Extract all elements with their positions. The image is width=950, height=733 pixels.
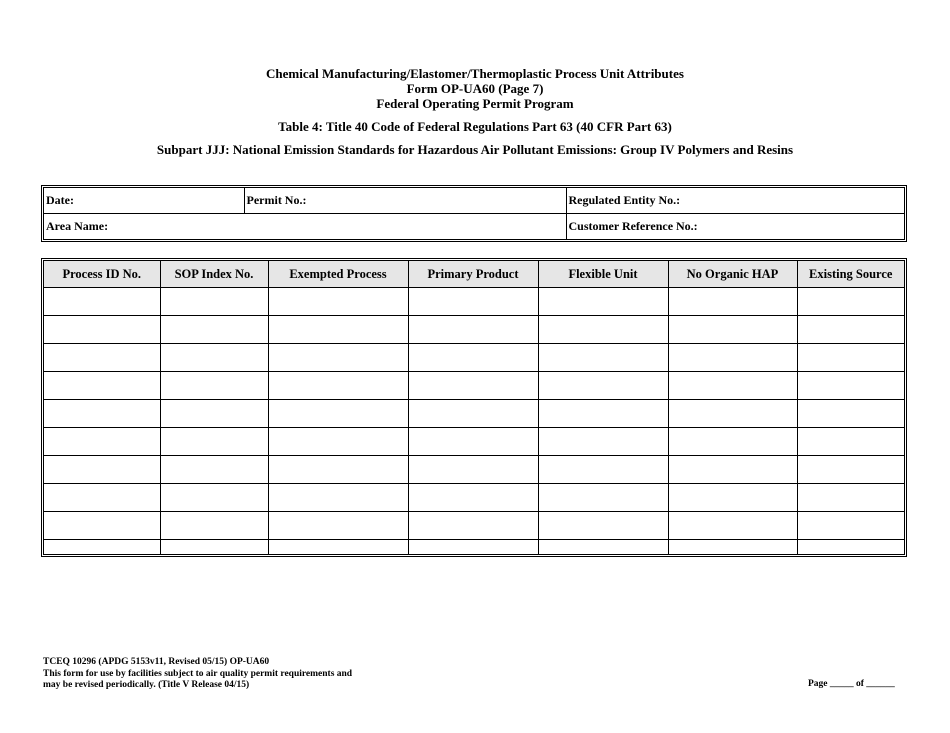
- attributes-table-box: [41, 258, 907, 557]
- column-header: Primary Product: [408, 261, 538, 288]
- table-row: [44, 456, 904, 484]
- table-cell[interactable]: [160, 288, 268, 316]
- column-header: Process ID No.: [44, 261, 160, 288]
- subpart-title: Subpart JJJ: National Emission Standards for Hazardous Air Pollutant Emissions: Group IV Polymers and Resins: [156, 142, 794, 157]
- table-cell[interactable]: [160, 344, 268, 372]
- table-row: [44, 484, 904, 512]
- permit-info-box: [41, 185, 907, 242]
- table-cell[interactable]: [268, 428, 408, 456]
- table-cell[interactable]: [268, 372, 408, 400]
- table-cell[interactable]: [668, 344, 797, 372]
- info-row-1: [44, 188, 904, 214]
- table-cell[interactable]: [160, 484, 268, 512]
- table-cell[interactable]: [408, 372, 538, 400]
- table-cell[interactable]: [268, 400, 408, 428]
- table-cell[interactable]: [160, 372, 268, 400]
- table-cell[interactable]: [668, 316, 797, 344]
- table-cell[interactable]: [668, 428, 797, 456]
- table-cell[interactable]: [797, 428, 904, 456]
- table-title: Table 4: Title 40 Code of Federal Regulations Part 63 (40 CFR Part 63): [278, 119, 672, 134]
- table-cell[interactable]: [538, 316, 668, 344]
- table-cell[interactable]: [268, 288, 408, 316]
- table-cell[interactable]: [44, 456, 160, 484]
- table-cell[interactable]: [668, 456, 797, 484]
- form-footer: [43, 657, 352, 692]
- table-cell[interactable]: [538, 428, 668, 456]
- table-cell[interactable]: [668, 400, 797, 428]
- table-row: [44, 372, 904, 400]
- table-row: [44, 288, 904, 316]
- footer-line-2: This form for use by facilities subject to air quality permit requirements and: [43, 668, 353, 679]
- table-cell[interactable]: [160, 540, 268, 554]
- table-cell[interactable]: [538, 288, 668, 316]
- attributes-table: [44, 261, 904, 554]
- table-cell[interactable]: [408, 400, 538, 428]
- area-name-field[interactable]: [44, 214, 566, 240]
- table-cell[interactable]: [44, 288, 160, 316]
- table-cell[interactable]: [268, 512, 408, 540]
- table-cell[interactable]: [538, 344, 668, 372]
- table-cell[interactable]: [408, 344, 538, 372]
- table-cell[interactable]: [797, 372, 904, 400]
- column-header: Flexible Unit: [538, 261, 668, 288]
- column-header: No Organic HAP: [668, 261, 797, 288]
- table-cell[interactable]: [797, 512, 904, 540]
- table-cell[interactable]: [44, 400, 160, 428]
- table-cell[interactable]: [408, 456, 538, 484]
- table-row: [44, 344, 904, 372]
- date-label: Date:: [46, 193, 74, 207]
- table-cell[interactable]: [160, 456, 268, 484]
- permit-info-table: [44, 188, 904, 239]
- table-cell[interactable]: [268, 344, 408, 372]
- table-cell[interactable]: [538, 512, 668, 540]
- table-cell[interactable]: [44, 372, 160, 400]
- table-cell[interactable]: [797, 316, 904, 344]
- table-cell[interactable]: [160, 316, 268, 344]
- column-header: Existing Source: [797, 261, 904, 288]
- table-cell[interactable]: [44, 428, 160, 456]
- footer-line-3: may be revised periodically. (Title V Release 04/15): [43, 680, 250, 690]
- table-cell[interactable]: [268, 316, 408, 344]
- table-row: [44, 400, 904, 428]
- table-header-row: [44, 261, 904, 288]
- table-cell[interactable]: [797, 344, 904, 372]
- info-row-2: [44, 214, 904, 240]
- table-cell[interactable]: [160, 400, 268, 428]
- column-header: Exempted Process: [268, 261, 408, 288]
- table-cell[interactable]: [538, 372, 668, 400]
- table-cell[interactable]: [408, 484, 538, 512]
- table-cell[interactable]: [668, 372, 797, 400]
- table-cell[interactable]: [268, 540, 408, 554]
- form-title-line-2: Form OP-UA60 (Page 7): [406, 81, 544, 96]
- regulated-entity-field[interactable]: [566, 188, 904, 214]
- table-cell[interactable]: [538, 540, 668, 554]
- date-field[interactable]: [44, 188, 244, 214]
- regulated-entity-label: Regulated Entity No.:: [568, 193, 681, 207]
- table-cell[interactable]: [44, 540, 160, 554]
- table-cell[interactable]: [538, 484, 668, 512]
- table-cell[interactable]: [408, 540, 538, 554]
- permit-number-field[interactable]: [244, 188, 566, 214]
- table-cell[interactable]: [797, 288, 904, 316]
- table-cell[interactable]: [408, 316, 538, 344]
- table-row: [44, 512, 904, 540]
- column-header: SOP Index No.: [160, 261, 268, 288]
- table-cell[interactable]: [668, 288, 797, 316]
- permit-number-label: Permit No.:: [246, 193, 307, 207]
- customer-reference-label: Customer Reference No.:: [568, 219, 698, 233]
- table-cell[interactable]: [44, 512, 160, 540]
- table-cell[interactable]: [268, 484, 408, 512]
- table-cell[interactable]: [668, 540, 797, 554]
- table-row: [44, 540, 904, 554]
- table-row: [44, 316, 904, 344]
- table-cell[interactable]: [538, 456, 668, 484]
- table-cell[interactable]: [538, 400, 668, 428]
- table-cell[interactable]: [160, 512, 268, 540]
- table-cell[interactable]: [44, 316, 160, 344]
- customer-reference-field[interactable]: [566, 214, 904, 240]
- table-cell[interactable]: [44, 484, 160, 512]
- table-cell[interactable]: [797, 540, 904, 554]
- table-cell[interactable]: [668, 512, 797, 540]
- table-cell[interactable]: [408, 512, 538, 540]
- table-cell[interactable]: [160, 428, 268, 456]
- form-title-line-3: Federal Operating Permit Program: [376, 96, 574, 111]
- page-number: Page _____ of ______: [808, 679, 895, 689]
- table-cell[interactable]: [408, 428, 538, 456]
- table-cell[interactable]: [408, 288, 538, 316]
- table-cell[interactable]: [797, 400, 904, 428]
- table-cell[interactable]: [44, 344, 160, 372]
- table-cell[interactable]: [268, 456, 408, 484]
- table-cell[interactable]: [797, 456, 904, 484]
- form-title-line-1: Chemical Manufacturing/Elastomer/Thermoplastic Process Unit Attributes: [266, 66, 684, 81]
- table-body: [44, 288, 904, 555]
- table-row: [44, 428, 904, 456]
- table-cell[interactable]: [668, 484, 797, 512]
- area-name-label: Area Name:: [46, 219, 109, 233]
- footer-line-1: TCEQ 10296 (APDG 5153v11, Revised 05/15) OP-UA60: [43, 657, 270, 667]
- table-cell[interactable]: [797, 484, 904, 512]
